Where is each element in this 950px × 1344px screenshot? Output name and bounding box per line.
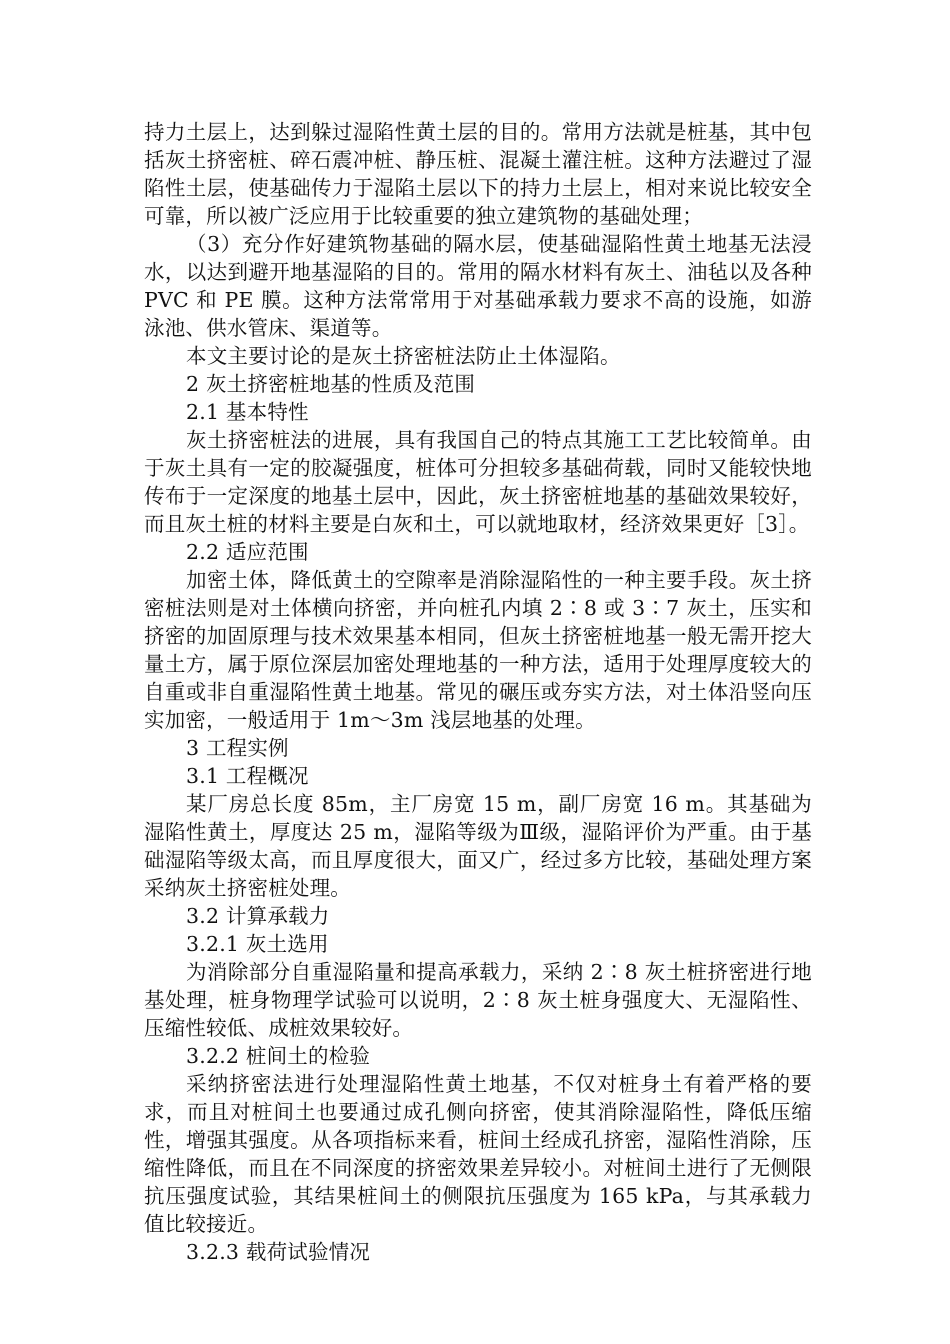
paragraph-waterproof-layer: （3）充分作好建筑物基础的隔水层，使基础湿陷性黄土地基无法浸水，以达到避开地基湿陷的目的。常用的隔水材料有灰土、油毡以及各种 PVC 和 PE 膜。这种方法常常用于对基础承载力要求不高的设施，如游泳池、供水管床、渠道等。 (144, 232, 812, 340)
section-heading-3-2-3: 3.2.3 载荷试验情况 (186, 1240, 371, 1264)
section-heading-3-2: 3.2 计算承载力 (186, 904, 330, 928)
paragraph-topic-statement: 本文主要讨论的是灰土挤密桩法防止土体湿陷。 (186, 344, 621, 368)
section-heading-3-1: 3.1 工程概况 (186, 764, 309, 788)
paragraph-pile-foundation: 持力土层上，达到躲过湿陷性黄土层的目的。常用方法就是桩基，其中包括灰土挤密桩、碎石震冲桩、静压桩、混凝土灌注桩。这种方法避过了湿陷性土层，使基础传力于湿陷土层以下的持力土层上，相对来说比较安全可靠，所以被广泛应用于比较重要的独立建筑物的基础处理； (144, 120, 812, 228)
section-heading-3-2-1: 3.2.1 灰土选用 (186, 932, 329, 956)
section-heading-2-1: 2.1 基本特性 (186, 400, 309, 424)
document-body (144, 118, 812, 1266)
section-heading-3: 3 工程实例 (186, 736, 289, 760)
paragraph-basic-characteristics: 灰土挤密桩法的进展，具有我国自己的特点其施工工艺比较简单。由于灰土具有一定的胶凝强度，桩体可分担较多基础荷载，同时又能较快地传布于一定深度的地基土层中，因此，灰土挤密桩地基的基础效果较好，而且灰土桩的材料主要是白灰和土，可以就地取材，经济效果更好［3］。 (144, 428, 812, 536)
section-heading-3-2-2: 3.2.2 桩间土的检验 (186, 1044, 371, 1068)
paragraph-lime-soil-selection: 为消除部分自重湿陷量和提高承载力，采纳 2∶8 灰土桩挤密进行地基处理，桩身物理学试验可以说明，2∶8 灰土桩身强度大、无湿陷性、压缩性较低、成桩效果较好。 (144, 960, 812, 1040)
section-heading-2-2: 2.2 适应范围 (186, 540, 309, 564)
paragraph-application-scope: 加密土体，降低黄土的空隙率是消除湿陷性的一种主要手段。灰土挤密桩法则是对土体横向挤密，并向桩孔内填 2∶8 或 3∶7 灰土，压实和挤密的加固原理与技术效果基本相同，但灰土挤密桩地基一般无需开挖大量土方，属于原位深层加密处理地基的一种方法，适用于处理厚度较大的自重或非自重湿陷性黄土地基。常见的碾压或夯实方法，对土体沿竖向压实加密，一般适用于 1m～3m 浅层地基的处理。 (144, 568, 812, 732)
paragraph-inter-pile-soil-test: 采纳挤密法进行处理湿陷性黄土地基，不仅对桩身土有着严格的要求，而且对桩间土也要通过成孔侧向挤密，使其消除湿陷性，降低压缩性，增强其强度。从各项指标来看，桩间土经成孔挤密，湿陷性消除，压缩性降低，而且在不同深度的挤密效果差异较小。对桩间土进行了无侧限抗压强度试验，其结果桩间土的侧限抗压强度为 165 kPa，与其承载力值比较接近。 (144, 1072, 812, 1236)
section-heading-2: 2 灰土挤密桩地基的性质及范围 (186, 372, 476, 396)
paragraph-project-overview: 某厂房总长度 85m，主厂房宽 15 m，副厂房宽 16 m。其基础为湿陷性黄土，厚度达 25 m，湿陷等级为Ⅲ级，湿陷评价为严重。由于基础湿陷等级太高，而且厚度很大，面又广，经过多方比较，基础处理方案采纳灰土挤密桩处理。 (144, 792, 812, 900)
